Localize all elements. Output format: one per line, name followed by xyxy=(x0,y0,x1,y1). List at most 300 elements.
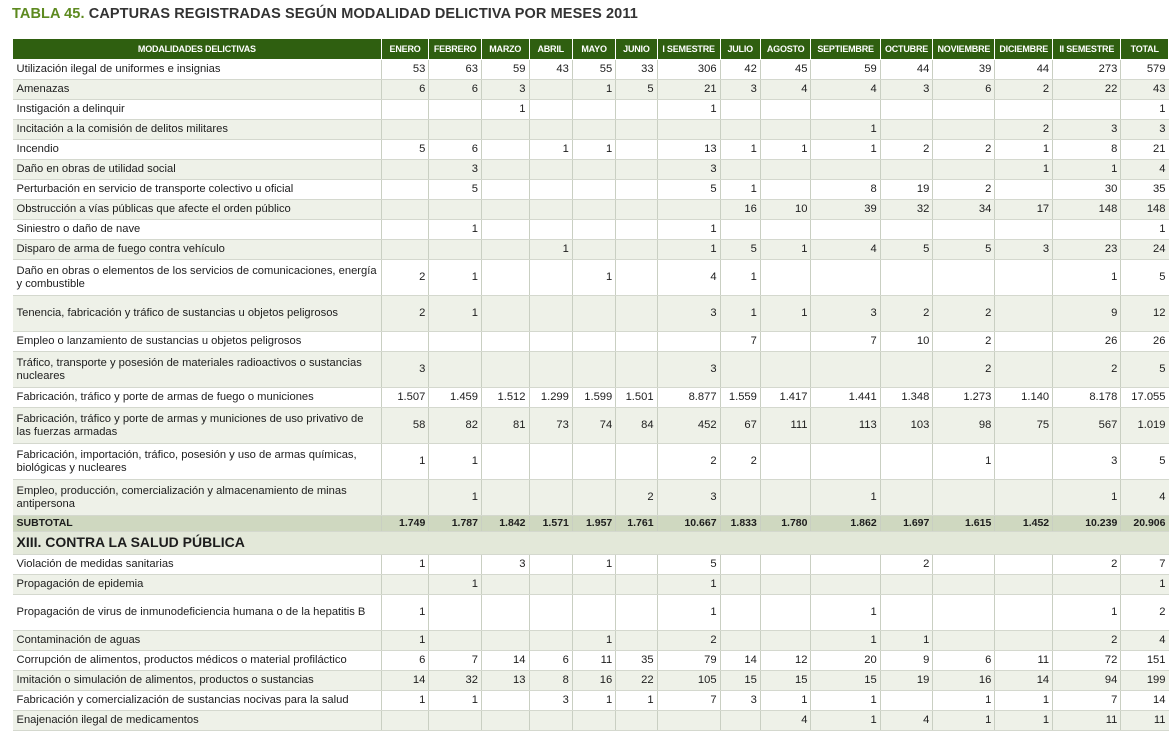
cell-value xyxy=(481,140,529,160)
column-header: ENERO xyxy=(381,39,429,60)
cell-value: 94 xyxy=(1053,671,1121,691)
cell-value xyxy=(720,711,760,731)
cell-value: 2 xyxy=(381,260,429,296)
cell-value: 4 xyxy=(657,260,720,296)
cell-value: 148 xyxy=(1053,200,1121,220)
cell-value: 452 xyxy=(657,408,720,444)
cell-value: 1 xyxy=(381,555,429,575)
cell-value xyxy=(529,260,572,296)
cell-value xyxy=(616,200,657,220)
cell-value xyxy=(933,160,995,180)
row-label: Propagación de virus de inmunodeficiencia humana o de la hepatitis B xyxy=(13,595,382,631)
table-row xyxy=(13,352,1169,388)
cell-value xyxy=(657,200,720,220)
cell-value xyxy=(429,595,482,631)
cell-value xyxy=(880,100,933,120)
cell-value: 3 xyxy=(1121,120,1169,140)
cell-value: 6 xyxy=(529,651,572,671)
row-label: Tráfico, transporte y posesión de materiales radioactivos o sustancias nucleares xyxy=(13,352,382,388)
cell-value: 44 xyxy=(995,60,1053,80)
cell-value xyxy=(572,296,615,332)
cell-value xyxy=(811,260,880,296)
cell-value xyxy=(381,120,429,140)
cell-value: 43 xyxy=(1121,80,1169,100)
table-row xyxy=(13,631,1169,651)
cell-value: 3 xyxy=(880,80,933,100)
cell-value: 1 xyxy=(572,555,615,575)
cell-value: 14 xyxy=(720,651,760,671)
column-header: I SEMESTRE xyxy=(657,39,720,60)
cell-value: 1 xyxy=(995,711,1053,731)
cell-value xyxy=(995,332,1053,352)
table-row xyxy=(13,595,1169,631)
cell-value: 113 xyxy=(811,408,880,444)
cell-value xyxy=(481,711,529,731)
header-row xyxy=(13,39,1169,60)
cell-value: 20.906 xyxy=(1121,516,1169,532)
cell-value: 1 xyxy=(429,220,482,240)
cell-value: 6 xyxy=(429,140,482,160)
column-header: JULIO xyxy=(720,39,760,60)
cell-value xyxy=(481,332,529,352)
cell-value xyxy=(529,160,572,180)
cell-value: 5 xyxy=(720,240,760,260)
cell-value: 13 xyxy=(481,671,529,691)
table-row xyxy=(13,691,1169,711)
cell-value: 1 xyxy=(933,691,995,711)
cell-value: 1 xyxy=(880,631,933,651)
cell-value xyxy=(429,711,482,731)
cell-value xyxy=(529,80,572,100)
cell-value xyxy=(429,631,482,651)
cell-value xyxy=(720,352,760,388)
cell-value xyxy=(616,180,657,200)
cell-value xyxy=(429,200,482,220)
cell-value xyxy=(381,200,429,220)
cell-value xyxy=(616,296,657,332)
cell-value: 1 xyxy=(657,240,720,260)
cell-value: 1 xyxy=(811,711,880,731)
cell-value xyxy=(995,575,1053,595)
row-label: Corrupción de alimentos, productos médicos o material profiláctico xyxy=(13,651,382,671)
cell-value xyxy=(616,595,657,631)
cell-value xyxy=(720,480,760,516)
cell-value: 53 xyxy=(381,60,429,80)
table-row xyxy=(13,651,1169,671)
cell-value xyxy=(572,480,615,516)
cell-value: 2 xyxy=(1053,631,1121,651)
cell-value: 81 xyxy=(481,408,529,444)
cell-value xyxy=(616,100,657,120)
column-header: JUNIO xyxy=(616,39,657,60)
cell-value xyxy=(572,444,615,480)
cell-value xyxy=(880,160,933,180)
cell-value: 84 xyxy=(616,408,657,444)
cell-value: 26 xyxy=(1121,332,1169,352)
cell-value: 3 xyxy=(481,80,529,100)
cell-value: 2 xyxy=(657,444,720,480)
cell-value xyxy=(880,444,933,480)
cell-value xyxy=(760,575,811,595)
row-label: Utilización ilegal de uniformes e insignias xyxy=(13,60,382,80)
cell-value: 9 xyxy=(1053,296,1121,332)
cell-value xyxy=(529,711,572,731)
cell-value xyxy=(572,352,615,388)
table-row xyxy=(13,516,1169,532)
cell-value xyxy=(529,575,572,595)
cell-value: 7 xyxy=(429,651,482,671)
table-row xyxy=(13,120,1169,140)
cell-value xyxy=(572,200,615,220)
cell-value: 5 xyxy=(933,240,995,260)
cell-value: 2 xyxy=(657,631,720,651)
cell-value xyxy=(572,595,615,631)
cell-value: 1 xyxy=(429,480,482,516)
cell-value: 19 xyxy=(880,180,933,200)
cell-value: 1.761 xyxy=(616,516,657,532)
cell-value: 3 xyxy=(657,480,720,516)
cell-value xyxy=(481,180,529,200)
cell-value: 4 xyxy=(760,711,811,731)
cell-value: 1 xyxy=(811,631,880,651)
cell-value xyxy=(760,595,811,631)
cell-value: 1.441 xyxy=(811,388,880,408)
cell-value: 1.299 xyxy=(529,388,572,408)
cell-value xyxy=(616,555,657,575)
cell-value xyxy=(529,631,572,651)
cell-value xyxy=(429,555,482,575)
row-label: Imitación o simulación de alimentos, productos o sustancias xyxy=(13,671,382,691)
cell-value: 14 xyxy=(1121,691,1169,711)
cell-value xyxy=(995,352,1053,388)
cell-value: 5 xyxy=(657,180,720,200)
cell-value xyxy=(429,332,482,352)
cell-value xyxy=(381,575,429,595)
table-body xyxy=(13,60,1169,731)
cell-value: 59 xyxy=(811,60,880,80)
cell-value: 4 xyxy=(880,711,933,731)
cell-value: 12 xyxy=(1121,296,1169,332)
cell-value: 14 xyxy=(995,671,1053,691)
column-header: FEBRERO xyxy=(429,39,482,60)
cell-value: 11 xyxy=(995,651,1053,671)
cell-value xyxy=(616,332,657,352)
row-label: Fabricación, importación, tráfico, posesión y uso de armas químicas, biológicas y nucleares xyxy=(13,444,382,480)
cell-value: 1.273 xyxy=(933,388,995,408)
cell-value xyxy=(529,200,572,220)
cell-value: 1 xyxy=(933,711,995,731)
table-row xyxy=(13,260,1169,296)
cell-value: 1 xyxy=(572,140,615,160)
cell-value xyxy=(381,220,429,240)
cell-value: 4 xyxy=(760,80,811,100)
cell-value: 1 xyxy=(811,595,880,631)
table-row xyxy=(13,200,1169,220)
cell-value xyxy=(760,352,811,388)
cell-value xyxy=(616,352,657,388)
cell-value: 33 xyxy=(616,60,657,80)
cell-value: 1.749 xyxy=(381,516,429,532)
cell-value: 1 xyxy=(572,260,615,296)
cell-value: 6 xyxy=(429,80,482,100)
cell-value: 15 xyxy=(811,671,880,691)
cell-value: 20 xyxy=(811,651,880,671)
cell-value: 16 xyxy=(720,200,760,220)
table-row xyxy=(13,140,1169,160)
cell-value: 1 xyxy=(381,444,429,480)
table-row xyxy=(13,80,1169,100)
cell-value: 2 xyxy=(933,296,995,332)
cell-value: 35 xyxy=(616,651,657,671)
cell-value xyxy=(760,260,811,296)
row-label: Contaminación de aguas xyxy=(13,631,382,651)
cell-value xyxy=(811,160,880,180)
cell-value xyxy=(995,595,1053,631)
cell-value: 1 xyxy=(1121,100,1169,120)
cell-value: 16 xyxy=(572,671,615,691)
cell-value xyxy=(995,480,1053,516)
cell-value xyxy=(481,260,529,296)
cell-value: 1 xyxy=(720,180,760,200)
cell-value: 34 xyxy=(933,200,995,220)
cell-value xyxy=(657,711,720,731)
cell-value: 1.842 xyxy=(481,516,529,532)
row-label: Amenazas xyxy=(13,80,382,100)
cell-value: 44 xyxy=(880,60,933,80)
cell-value xyxy=(1053,575,1121,595)
cell-value xyxy=(995,180,1053,200)
table-row xyxy=(13,444,1169,480)
section-title: XIII. CONTRA LA SALUD PÚBLICA xyxy=(13,532,1169,555)
cell-value xyxy=(811,100,880,120)
row-label: Daño en obras de utilidad social xyxy=(13,160,382,180)
cell-value xyxy=(933,260,995,296)
cell-value: 3 xyxy=(429,160,482,180)
cell-value: 8 xyxy=(811,180,880,200)
cell-value xyxy=(811,220,880,240)
cell-value xyxy=(995,260,1053,296)
row-label: SUBTOTAL xyxy=(13,516,382,532)
cell-value xyxy=(1053,100,1121,120)
cell-value: 7 xyxy=(1053,691,1121,711)
row-label: Perturbación en servicio de transporte colectivo u oficial xyxy=(13,180,382,200)
cell-value: 21 xyxy=(1121,140,1169,160)
cell-value xyxy=(616,160,657,180)
cell-value: 16 xyxy=(933,671,995,691)
column-header: AGOSTO xyxy=(760,39,811,60)
cell-value: 3 xyxy=(481,555,529,575)
section-row xyxy=(13,532,1169,555)
cell-value: 1 xyxy=(1053,595,1121,631)
cell-value: 10.667 xyxy=(657,516,720,532)
cell-value: 148 xyxy=(1121,200,1169,220)
cell-value: 59 xyxy=(481,60,529,80)
cell-value: 1 xyxy=(481,100,529,120)
cell-value xyxy=(572,332,615,352)
cell-value xyxy=(760,160,811,180)
cell-value: 23 xyxy=(1053,240,1121,260)
column-header: II SEMESTRE xyxy=(1053,39,1121,60)
cell-value: 1.571 xyxy=(529,516,572,532)
cell-value: 39 xyxy=(933,60,995,80)
cell-value: 151 xyxy=(1121,651,1169,671)
cell-value: 1 xyxy=(381,691,429,711)
cell-value: 1.599 xyxy=(572,388,615,408)
cell-value: 3 xyxy=(657,160,720,180)
cell-value: 306 xyxy=(657,60,720,80)
cell-value: 14 xyxy=(481,651,529,671)
cell-value: 2 xyxy=(720,444,760,480)
cell-value xyxy=(880,480,933,516)
column-header: TOTAL xyxy=(1121,39,1169,60)
cell-value xyxy=(429,352,482,388)
cell-value: 1.862 xyxy=(811,516,880,532)
cell-value: 1 xyxy=(429,260,482,296)
column-header: DICIEMBRE xyxy=(995,39,1053,60)
cell-value xyxy=(481,160,529,180)
cell-value xyxy=(933,595,995,631)
cell-value xyxy=(933,631,995,651)
cell-value xyxy=(529,480,572,516)
cell-value xyxy=(760,555,811,575)
cell-value: 1.833 xyxy=(720,516,760,532)
cell-value: 1 xyxy=(811,480,880,516)
cell-value xyxy=(657,332,720,352)
cell-value: 1 xyxy=(760,296,811,332)
cell-value xyxy=(933,555,995,575)
cell-value: 3 xyxy=(657,296,720,332)
row-label: Propagación de epidemia xyxy=(13,575,382,595)
cell-value xyxy=(720,220,760,240)
cell-value: 3 xyxy=(529,691,572,711)
cell-value xyxy=(760,480,811,516)
row-label: Instigación a delinquir xyxy=(13,100,382,120)
cell-value: 1 xyxy=(572,691,615,711)
cell-value: 19 xyxy=(880,671,933,691)
table-row xyxy=(13,180,1169,200)
cell-value xyxy=(529,120,572,140)
cell-value: 5 xyxy=(381,140,429,160)
cell-value: 2 xyxy=(1053,352,1121,388)
cell-value xyxy=(995,296,1053,332)
cell-value: 2 xyxy=(880,296,933,332)
cell-value: 79 xyxy=(657,651,720,671)
cell-value: 1 xyxy=(657,220,720,240)
cell-value xyxy=(572,180,615,200)
cell-value xyxy=(880,595,933,631)
cell-value: 1 xyxy=(760,140,811,160)
cell-value: 105 xyxy=(657,671,720,691)
cell-value: 1 xyxy=(760,691,811,711)
cell-value: 3 xyxy=(381,352,429,388)
table-row xyxy=(13,100,1169,120)
cell-value: 3 xyxy=(1053,120,1121,140)
cell-value: 5 xyxy=(429,180,482,200)
row-label: Empleo, producción, comercialización y almacenamiento de minas antipersona xyxy=(13,480,382,516)
cell-value: 43 xyxy=(529,60,572,80)
cell-value xyxy=(481,691,529,711)
cell-value: 21 xyxy=(657,80,720,100)
table-row xyxy=(13,240,1169,260)
cell-value xyxy=(529,352,572,388)
cell-value: 1.417 xyxy=(760,388,811,408)
cell-value: 3 xyxy=(720,80,760,100)
table-row xyxy=(13,332,1169,352)
cell-value: 199 xyxy=(1121,671,1169,691)
cell-value: 1 xyxy=(657,575,720,595)
cell-value: 5 xyxy=(1121,352,1169,388)
cell-value xyxy=(572,160,615,180)
cell-value xyxy=(995,555,1053,575)
cell-value: 1 xyxy=(1121,220,1169,240)
cell-value xyxy=(995,100,1053,120)
cell-value: 1 xyxy=(811,120,880,140)
cell-value: 7 xyxy=(657,691,720,711)
cell-value: 1 xyxy=(1121,575,1169,595)
cell-value: 98 xyxy=(933,408,995,444)
cell-value xyxy=(481,595,529,631)
cell-value xyxy=(529,100,572,120)
cell-value xyxy=(933,575,995,595)
column-header: MAYO xyxy=(572,39,615,60)
cell-value xyxy=(616,575,657,595)
row-label: Violación de medidas sanitarias xyxy=(13,555,382,575)
cell-value: 22 xyxy=(616,671,657,691)
cell-value: 45 xyxy=(760,60,811,80)
cell-value xyxy=(616,240,657,260)
cell-value xyxy=(481,120,529,140)
cell-value: 1.512 xyxy=(481,388,529,408)
cell-value: 1.452 xyxy=(995,516,1053,532)
cell-value xyxy=(381,480,429,516)
cell-value: 1 xyxy=(720,140,760,160)
column-header: MARZO xyxy=(481,39,529,60)
cell-value xyxy=(760,631,811,651)
cell-value xyxy=(572,711,615,731)
cell-value: 2 xyxy=(933,140,995,160)
row-label: Incendio xyxy=(13,140,382,160)
cell-value xyxy=(880,352,933,388)
cell-value: 1.140 xyxy=(995,388,1053,408)
cell-value xyxy=(880,220,933,240)
cell-value: 1 xyxy=(995,160,1053,180)
cell-value xyxy=(481,200,529,220)
captures-table xyxy=(12,38,1169,731)
cell-value: 3 xyxy=(1053,444,1121,480)
cell-value: 1.501 xyxy=(616,388,657,408)
cell-value: 11 xyxy=(1121,711,1169,731)
cell-value: 15 xyxy=(720,671,760,691)
cell-value: 75 xyxy=(995,408,1053,444)
table-row xyxy=(13,408,1169,444)
cell-value: 1 xyxy=(1053,260,1121,296)
cell-value: 1 xyxy=(657,100,720,120)
table-row xyxy=(13,160,1169,180)
cell-value: 2 xyxy=(616,480,657,516)
cell-value: 1 xyxy=(1053,480,1121,516)
cell-value: 6 xyxy=(381,80,429,100)
cell-value: 579 xyxy=(1121,60,1169,80)
cell-value: 6 xyxy=(933,651,995,671)
cell-value: 1.957 xyxy=(572,516,615,532)
cell-value: 1 xyxy=(720,260,760,296)
cell-value: 1 xyxy=(429,296,482,332)
cell-value: 4 xyxy=(1121,160,1169,180)
cell-value xyxy=(529,555,572,575)
cell-value: 2 xyxy=(933,352,995,388)
cell-value: 32 xyxy=(429,671,482,691)
cell-value: 1 xyxy=(572,631,615,651)
